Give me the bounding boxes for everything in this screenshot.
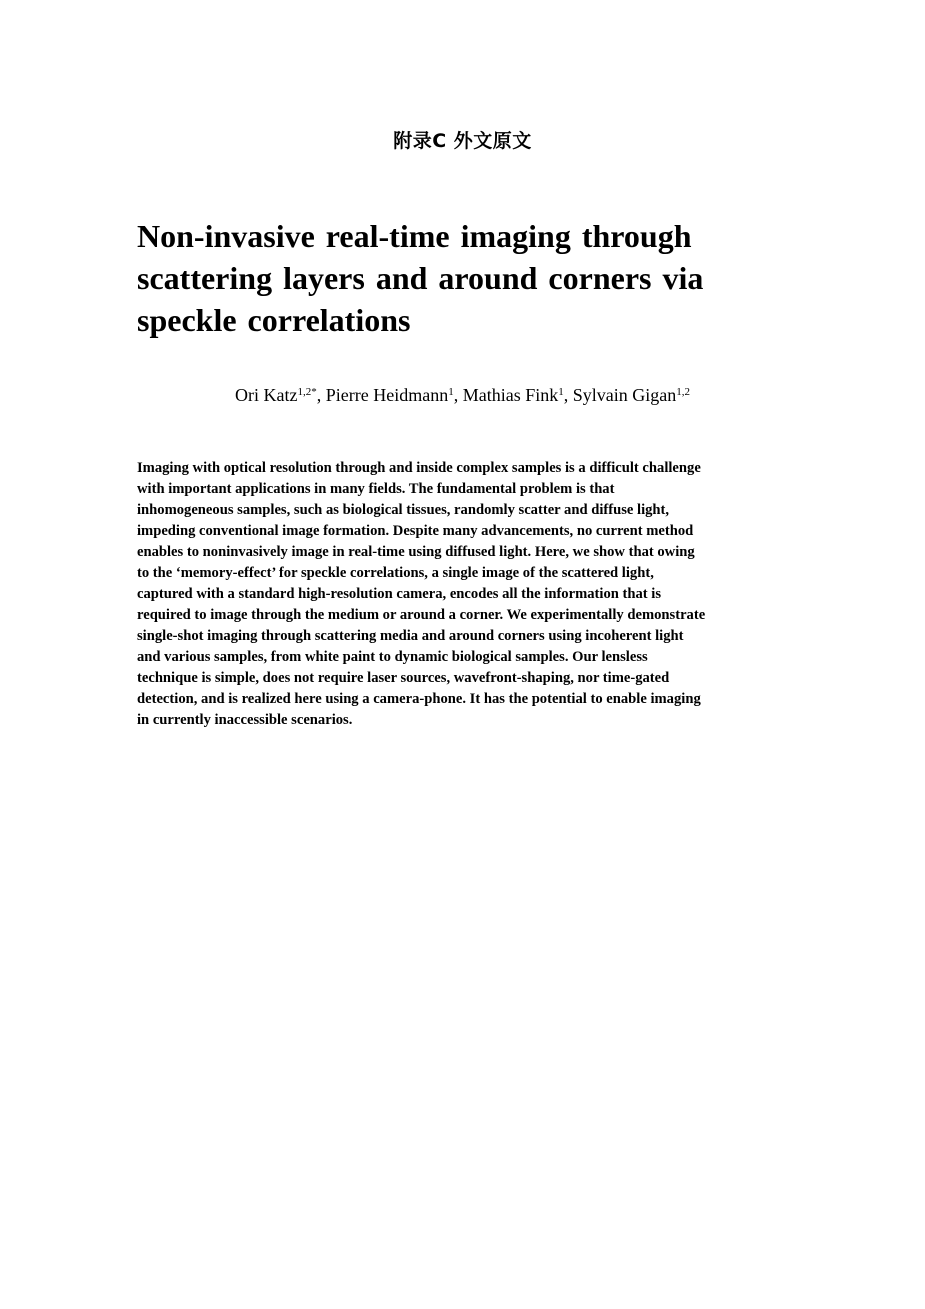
abstract-line: technique is simple, does not require laser sources, wavefront-shaping, nor time-gated (137, 670, 670, 686)
author-name: Mathias Fink (462, 385, 559, 405)
title-line: scattering layers and around corners via (137, 260, 704, 296)
author-separator: , (453, 385, 463, 405)
abstract-line: detection, and is realized here using a camera-phone. It has the potential to enable imaging (137, 691, 701, 707)
author-affiliation: 1 (448, 386, 454, 398)
author-separator: , (563, 385, 573, 405)
author-name: Ori Katz (235, 385, 298, 405)
author-list (0, 381, 925, 409)
appendix-heading: 附录C 外文原文 (393, 130, 532, 152)
title-line: Non-invasive real-time imaging through (137, 218, 692, 254)
abstract-line: inhomogeneous samples, such as biological tissues, randomly scatter and diffuse light, (137, 502, 670, 518)
author-name: Sylvain Gigan (572, 385, 677, 405)
abstract-line: required to image through the medium or around a corner. We experimentally demonstrate (137, 607, 706, 623)
author-separator: , (316, 385, 326, 405)
author-affiliation: 1,2* (297, 386, 317, 398)
abstract-line: enables to noninvasively image in real-time using diffused light. Here, we show that owing (137, 544, 695, 560)
abstract-line: and various samples, from white paint to dynamic biological samples. Our lensless (137, 649, 648, 665)
author-affiliation: 1,2 (676, 386, 690, 398)
abstract (137, 458, 787, 731)
author-name: Pierre Heidmann (325, 385, 449, 405)
abstract-line: impeding conventional image formation. Despite many advancements, no current method (137, 523, 694, 539)
title-line: speckle correlations (137, 302, 411, 338)
abstract-line: in currently inaccessible scenarios. (137, 712, 353, 728)
abstract-line: captured with a standard high-resolution camera, encodes all the information that is (137, 586, 662, 602)
abstract-line: with important applications in many fields. The fundamental problem is that (137, 481, 615, 497)
abstract-line: to the ‘memory-effect’ for speckle correlations, a single image of the scattered light, (137, 565, 654, 581)
abstract-line: single-shot imaging through scattering media and around corners using incoherent light (137, 628, 684, 644)
author-affiliation: 1 (558, 386, 564, 398)
abstract-line: Imaging with optical resolution through and inside complex samples is a difficult challenge (137, 460, 701, 476)
paper-title (137, 215, 717, 341)
